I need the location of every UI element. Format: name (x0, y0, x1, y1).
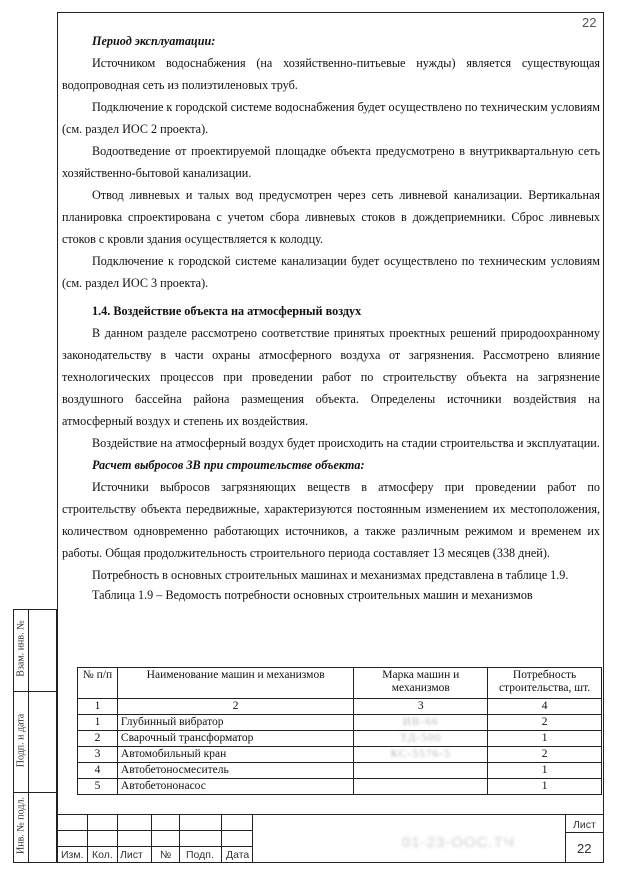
paragraph: Водоотведение от проектируемой площадке объекта предусмотрено в внутриквартальную сеть хозяйственно-бытовой канализации. (62, 144, 600, 180)
header-name: Наименование машин и механизмов (117, 668, 354, 699)
table-row (78, 715, 602, 731)
label-izm: Изм. (61, 849, 84, 861)
title-block-line (179, 814, 180, 863)
header-num: № п/п (78, 668, 118, 699)
row-brand: ТД-500 (354, 731, 488, 747)
sheet-number: 22 (577, 841, 592, 856)
row-name: Глубинный вибратор (117, 715, 354, 731)
table-caption: Таблица 1.9 – Ведомость потребности основных строительных машин и механизмов (92, 588, 533, 602)
table-row (78, 779, 602, 795)
row-name: Сварочный трансформатор (117, 731, 354, 747)
label-podp: Подп. (186, 849, 214, 861)
row-need: 2 (488, 747, 602, 763)
index-cell: 2 (117, 699, 354, 715)
side-strip-separator (13, 691, 57, 692)
title-block-line (117, 814, 118, 863)
row-name: Автобетоносмеситель (117, 763, 354, 779)
side-label-vzam: Взам. инв. № (15, 620, 27, 677)
page-number-top: 22 (582, 15, 597, 30)
row-num: 1 (78, 715, 118, 731)
document-code: 01-23-ООС.ТЧ (402, 834, 515, 851)
emissions-heading: Расчет выбросов ЗВ при строительстве объекта: (92, 458, 365, 472)
paragraph: Подключение к городской системе водоснабжения будет осуществлено по техническим условиям (см. раздел ИОС 2 проекта). (62, 100, 600, 136)
side-label-inv: Инв. № подл. (15, 797, 27, 854)
title-block-line (565, 832, 604, 833)
paragraph: Подключение к городской системе канализации будет осуществлено по техническим условиям (см. раздел ИОС 3 проекта). (62, 254, 600, 290)
row-num: 5 (78, 779, 118, 795)
title-block-line (565, 814, 566, 863)
row-name: Автобетононасос (117, 779, 354, 795)
row-num: 3 (78, 747, 118, 763)
row-num: 4 (78, 763, 118, 779)
paragraph: Воздействие на атмосферный воздух будет происходить на стадии строительства и эксплуатации. (92, 436, 600, 450)
operation-period-heading: Период эксплуатации: (92, 34, 216, 48)
title-block-line (57, 814, 604, 815)
row-brand (354, 779, 488, 795)
table-row (78, 747, 602, 763)
title-block (57, 814, 604, 863)
section-title: 1.4. Воздействие объекта на атмосферный воздух (92, 304, 362, 318)
header-need: Потребность строительства, шт. (488, 668, 602, 699)
table-row (78, 731, 602, 747)
document-body (62, 30, 600, 604)
index-cell: 3 (354, 699, 488, 715)
machinery-table (77, 667, 602, 795)
paragraph: Потребность в основных строительных машинах и механизмах представлена в таблице 1.9. (92, 568, 569, 582)
label-num: № (160, 849, 172, 861)
label-data: Дата (226, 849, 250, 861)
table-header-row (78, 668, 602, 699)
side-label-podp: Подп. и дата (15, 713, 27, 768)
index-cell: 1 (78, 699, 118, 715)
header-brand: Марка машин и механизмов (354, 668, 488, 699)
row-brand (354, 763, 488, 779)
row-need: 1 (488, 763, 602, 779)
row-need: 1 (488, 779, 602, 795)
table-index-row (78, 699, 602, 715)
row-num: 2 (78, 731, 118, 747)
title-block-line (221, 814, 222, 863)
label-list-right: Лист (573, 819, 596, 831)
row-name: Автомобильный кран (117, 747, 354, 763)
title-block-line (252, 814, 253, 863)
title-block-line (87, 814, 88, 863)
title-block-line (151, 814, 152, 863)
paragraph: Источником водоснабжения (на хозяйственно-питьевые нужды) является существующая водопроводная сеть из полиэтиленовых труб. (62, 56, 600, 92)
row-brand: КС-5576-5 (354, 747, 488, 763)
label-kol: Кол. (92, 849, 113, 861)
row-brand: ИВ-66 (354, 715, 488, 731)
paragraph: Отвод ливневых и талых вод предусмотрен через сеть ливневой канализации. Вертикальная планировка спроектирована с учетом сбора ливневых стоков в дождеприемники. Сброс ливневых стоков с кровли здания осуществляется к колодцу. (62, 188, 600, 246)
side-stamp-strip (13, 609, 57, 863)
table-row (78, 763, 602, 779)
side-strip-divider (28, 609, 29, 863)
label-list: Лист (120, 849, 143, 861)
paragraph: В данном разделе рассмотрено соответствие принятых проектных решений природоохранному законодательству в части охраны атмосферного воздуха от загрязнения. Рассмотрено влияние технологических процессов при проведении работ по строительству объекта на загрязнение воздушного бассейна района размещения объекта. Определены источники воздействия на атмосферный воздух и степень их воздействия. (62, 326, 600, 428)
row-need: 1 (488, 731, 602, 747)
row-need: 2 (488, 715, 602, 731)
paragraph: Источники выбросов загрязняющих веществ в атмосферу при проведении работ по строительству объекта передвижные, характеризуются постоянным изменением их местоположения, количеством одновременно работающих источников, а также различным режимом и временем их работы. Общая продолжительность строительного периода составляет 13 месяцев (338 дней). (62, 480, 600, 560)
index-cell: 4 (488, 699, 602, 715)
